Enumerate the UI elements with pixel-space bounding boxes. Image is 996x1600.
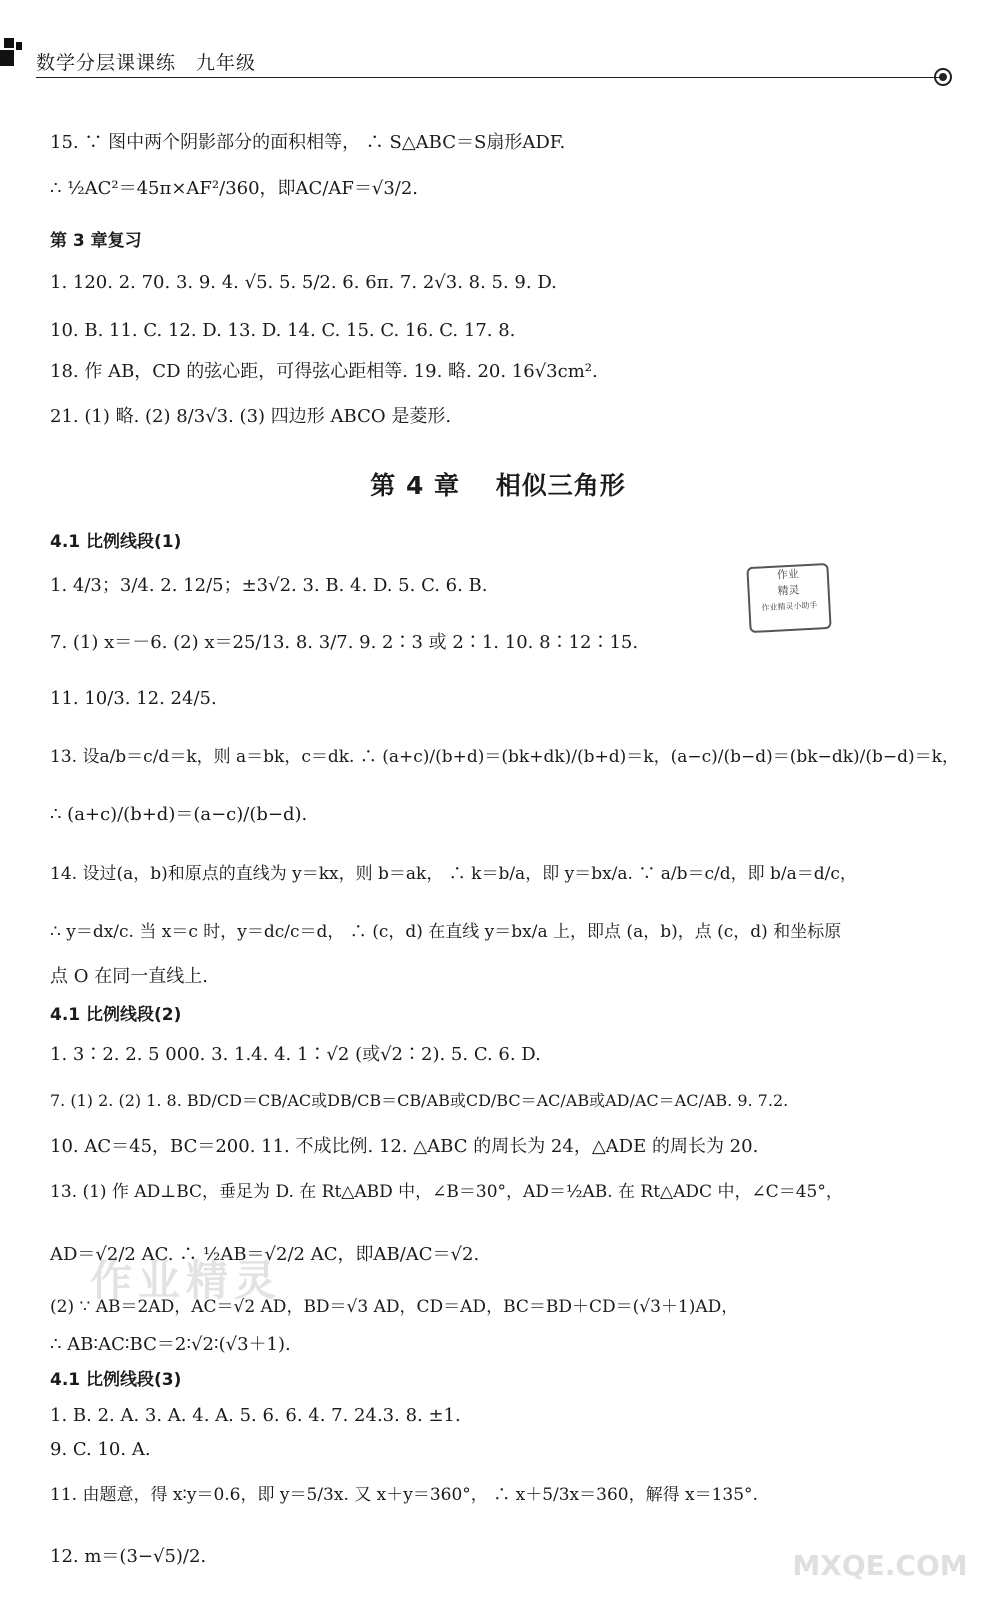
section-heading: 4.1 比例线段(2) [50, 1005, 182, 1025]
answer-line: 9. C. 10. A. [50, 1439, 151, 1460]
answer-line: 1. 3∶2. 2. 5 000. 3. 1.4. 4. 1∶√2 (或√2∶2). 5. C. 6. D. [50, 1044, 541, 1065]
stamp-logo [746, 563, 831, 633]
header-divider [36, 77, 942, 78]
answer-line: 11. 由题意，得 x∶y＝0.6，即 y＝5/3x. 又 x＋y＝360°， ∴ x＋5/3x＝360，解得 x＝135°. [50, 1485, 758, 1505]
answer-line: 11. 10/3. 12. 24/5. [50, 688, 217, 709]
answer-line: 1. 120. 2. 70. 3. 9. 4. √5. 5. 5/2. 6. 6π. 7. 2√3. 8. 5. 9. D. [50, 272, 557, 293]
watermark: 作业精灵 [90, 1256, 283, 1305]
answer-line: 1. B. 2. A. 3. A. 4. A. 5. 6. 6. 4. 7. 24.3. 8. ±1. [50, 1405, 461, 1426]
answer-line: 13. (1) 作 AD⊥BC，垂足为 D. 在 Rt△ABD 中，∠B＝30°，AD＝½AB. 在 Rt△ADC 中，∠C＝45°， [50, 1182, 843, 1202]
answer-line: (2) ∵ AB＝2AD，AC＝√2 AD，BD＝√3 AD，CD＝AD，BC＝BD＋CD＝(√3＋1)AD， [50, 1297, 739, 1317]
answer-line: ∴ AB∶AC∶BC＝2∶√2∶(√3＋1). [50, 1334, 291, 1355]
watermark-text: MXQE.COM [792, 1549, 968, 1582]
answer-line: 14. 设过(a，b)和原点的直线为 y＝kx，则 b＝ak， ∴ k＝b/a，即 y＝bx/a. ∵ a/b＝c/d，即 b/a＝d/c， [50, 864, 857, 884]
section-heading: 4.1 比例线段(1) [50, 532, 182, 552]
chapter-title: 第 4 章 相似三角形 [370, 471, 626, 500]
answer-line: 15. ∵ 图中两个阴影部分的面积相等， ∴ S△ABC＝S扇形ADF. [50, 132, 566, 153]
answer-line: 12. m＝(3−√5)/2. [50, 1546, 207, 1567]
answer-line: 7. (1) 2. (2) 1. 8. BD/CD＝CB/AC或DB/CB＝CB/AB或CD/BC＝AC/AB或AD/AC＝AC/AB. 9. 7.2. [50, 1091, 789, 1110]
section-heading: 第 3 章复习 [50, 231, 142, 251]
section-heading: 4.1 比例线段(3) [50, 1370, 182, 1390]
answer-line: 10. B. 11. C. 12. D. 13. D. 14. C. 15. C. 16. C. 17. 8. [50, 320, 516, 341]
target-circle-icon [934, 68, 952, 86]
answer-line: 21. (1) 略. (2) 8/3√3. (3) 四边形 ABCO 是菱形. [50, 406, 452, 427]
answer-line: 13. 设a/b＝c/d＝k，则 a＝bk，c＝dk. ∴ (a+c)/(b+d)＝(bk+dk)/(b+d)＝k，(a−c)/(b−d)＝(bk−dk)/(b−d)＝k， [50, 747, 959, 767]
answer-line: ∴ (a+c)/(b+d)＝(a−c)/(b−d). [50, 804, 308, 825]
answer-line: AD＝√2/2 AC. ∴ ½AB＝√2/2 AC，即AB/AC＝√2. [50, 1244, 480, 1265]
stamp-text: 精灵 [777, 583, 800, 598]
answer-line: 1. 4/3；3/4. 2. 12/5；±3√2. 3. B. 4. D. 5. C. 6. B. [50, 575, 488, 596]
watermark-logo [790, 1495, 970, 1595]
answer-line: 7. (1) x＝－6. (2) x＝25/13. 8. 3/7. 9. 2∶3 或 2∶1. 10. 8∶12∶15. [50, 632, 639, 653]
answer-line: ∴ ½AC²＝45π×AF²/360，即AC/AF＝√3/2. [50, 178, 419, 199]
answer-line: 点 O 在同一直线上. [50, 966, 208, 987]
answer-line: 18. 作 AB，CD 的弦心距，可得弦心距相等. 19. 略. 20. 16√3cm². [50, 361, 598, 382]
answer-line: 10. AC＝45，BC＝200. 11. 不成比例. 12. △ABC 的周长为 24，△ADE 的周长为 20. [50, 1136, 759, 1157]
book-title: 数学分层课课练 九年级 [36, 52, 257, 74]
stamp-text: 作业 [776, 567, 800, 582]
answer-line: ∴ y＝dx/c. 当 x＝c 时，y＝dc/c＝d， ∴ (c，d) 在直线 y＝bx/a 上，即点 (a，b)，点 (c，d) 和坐标原 [50, 922, 842, 942]
stamp-text: 作业精灵小助手 [761, 600, 818, 613]
header-logo-icon [0, 38, 22, 68]
